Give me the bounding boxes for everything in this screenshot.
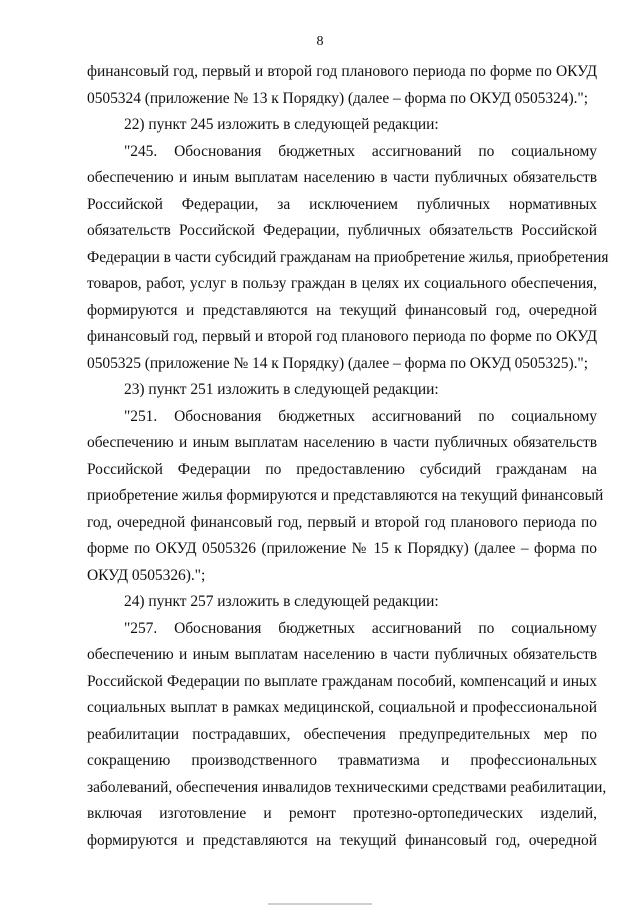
text-line: формируются и представляются на текущий финансовый год, очередной [87, 301, 597, 319]
text-line: Российской Федерации, за исключением публичных нормативных [87, 195, 597, 213]
text-line: Российской Федерации по предоставлению субсидий гражданам на [87, 460, 597, 478]
list-item-heading-23: 23) пункт 251 изложить в следующей редакции: [124, 381, 439, 398]
text-line: 0505325 (приложение № 14 к Порядку) (далее – форма по ОКУД 0505325)."; [87, 354, 588, 372]
text-line: финансовый год, первый и второй год планового периода по форме по ОКУД [87, 63, 597, 80]
text-line: "257. Обоснования бюджетных ассигнований по социальному [124, 619, 597, 637]
text-line: включая изготовление и ремонт протезно-ортопедических изделий, [87, 805, 597, 822]
text-line: Федерации в части субсидий гражданам на приобретение жилья, приобретения [87, 248, 609, 266]
text-line: 0505324 (приложение № 13 к Порядку) (далее – форма по ОКУД 0505324)."; [87, 89, 588, 107]
text-line: финансовый год, первый и второй год планового периода по форме по ОКУД [87, 328, 597, 345]
text-line: форме по ОКУД 0505326 (приложение № 15 к Порядку) (далее – форма по [87, 540, 597, 557]
text-line: обеспечению и иным выплатам населению в части публичных обязательств [87, 646, 597, 663]
text-line: "251. Обоснования бюджетных ассигнований по социальному [124, 407, 597, 425]
text-line: "245. Обоснования бюджетных ассигнований по социальному [124, 142, 597, 160]
text-line: товаров, работ, услуг в пользу граждан в целях их социального обеспечения, [87, 275, 597, 292]
text-line: Российской Федерации по выплате гражданам пособий, компенсаций и иных [87, 672, 597, 690]
text-line: обязательств Российской Федерации, публичных обязательств Российской [87, 222, 597, 239]
text-line: обеспечению и иным выплатам населению в части публичных обязательств [87, 169, 597, 186]
text-line: год, очередной финансовый год, первый и второй год планового периода по [87, 513, 597, 531]
text-line: ОКУД 0505326)."; [87, 566, 206, 584]
text-line: обеспечению и иным выплатам населению в части публичных обязательств [87, 434, 597, 451]
text-line: реабилитации пострадавших, обеспечения предупредительных мер по [87, 725, 597, 743]
text-line: приобретение жилья формируются и представляются на текущий финансовый [87, 487, 604, 504]
document-body [87, 59, 609, 854]
list-item-heading-22: 22) пункт 245 изложить в следующей редакции: [124, 116, 439, 133]
text-line: заболеваний, обеспечения инвалидов техническими средствами реабилитации, [87, 778, 607, 796]
page-number: 8 [316, 34, 324, 49]
text-line: формируются и представляются на текущий финансовый год, очередной [87, 831, 597, 849]
list-item-heading-24: 24) пункт 257 изложить в следующей редакции: [124, 593, 439, 610]
text-line: социальных выплат в рамках медицинской, социальной и профессиональной [87, 699, 597, 716]
text-line: сокращению производственного травматизма и профессиональных [87, 752, 597, 769]
